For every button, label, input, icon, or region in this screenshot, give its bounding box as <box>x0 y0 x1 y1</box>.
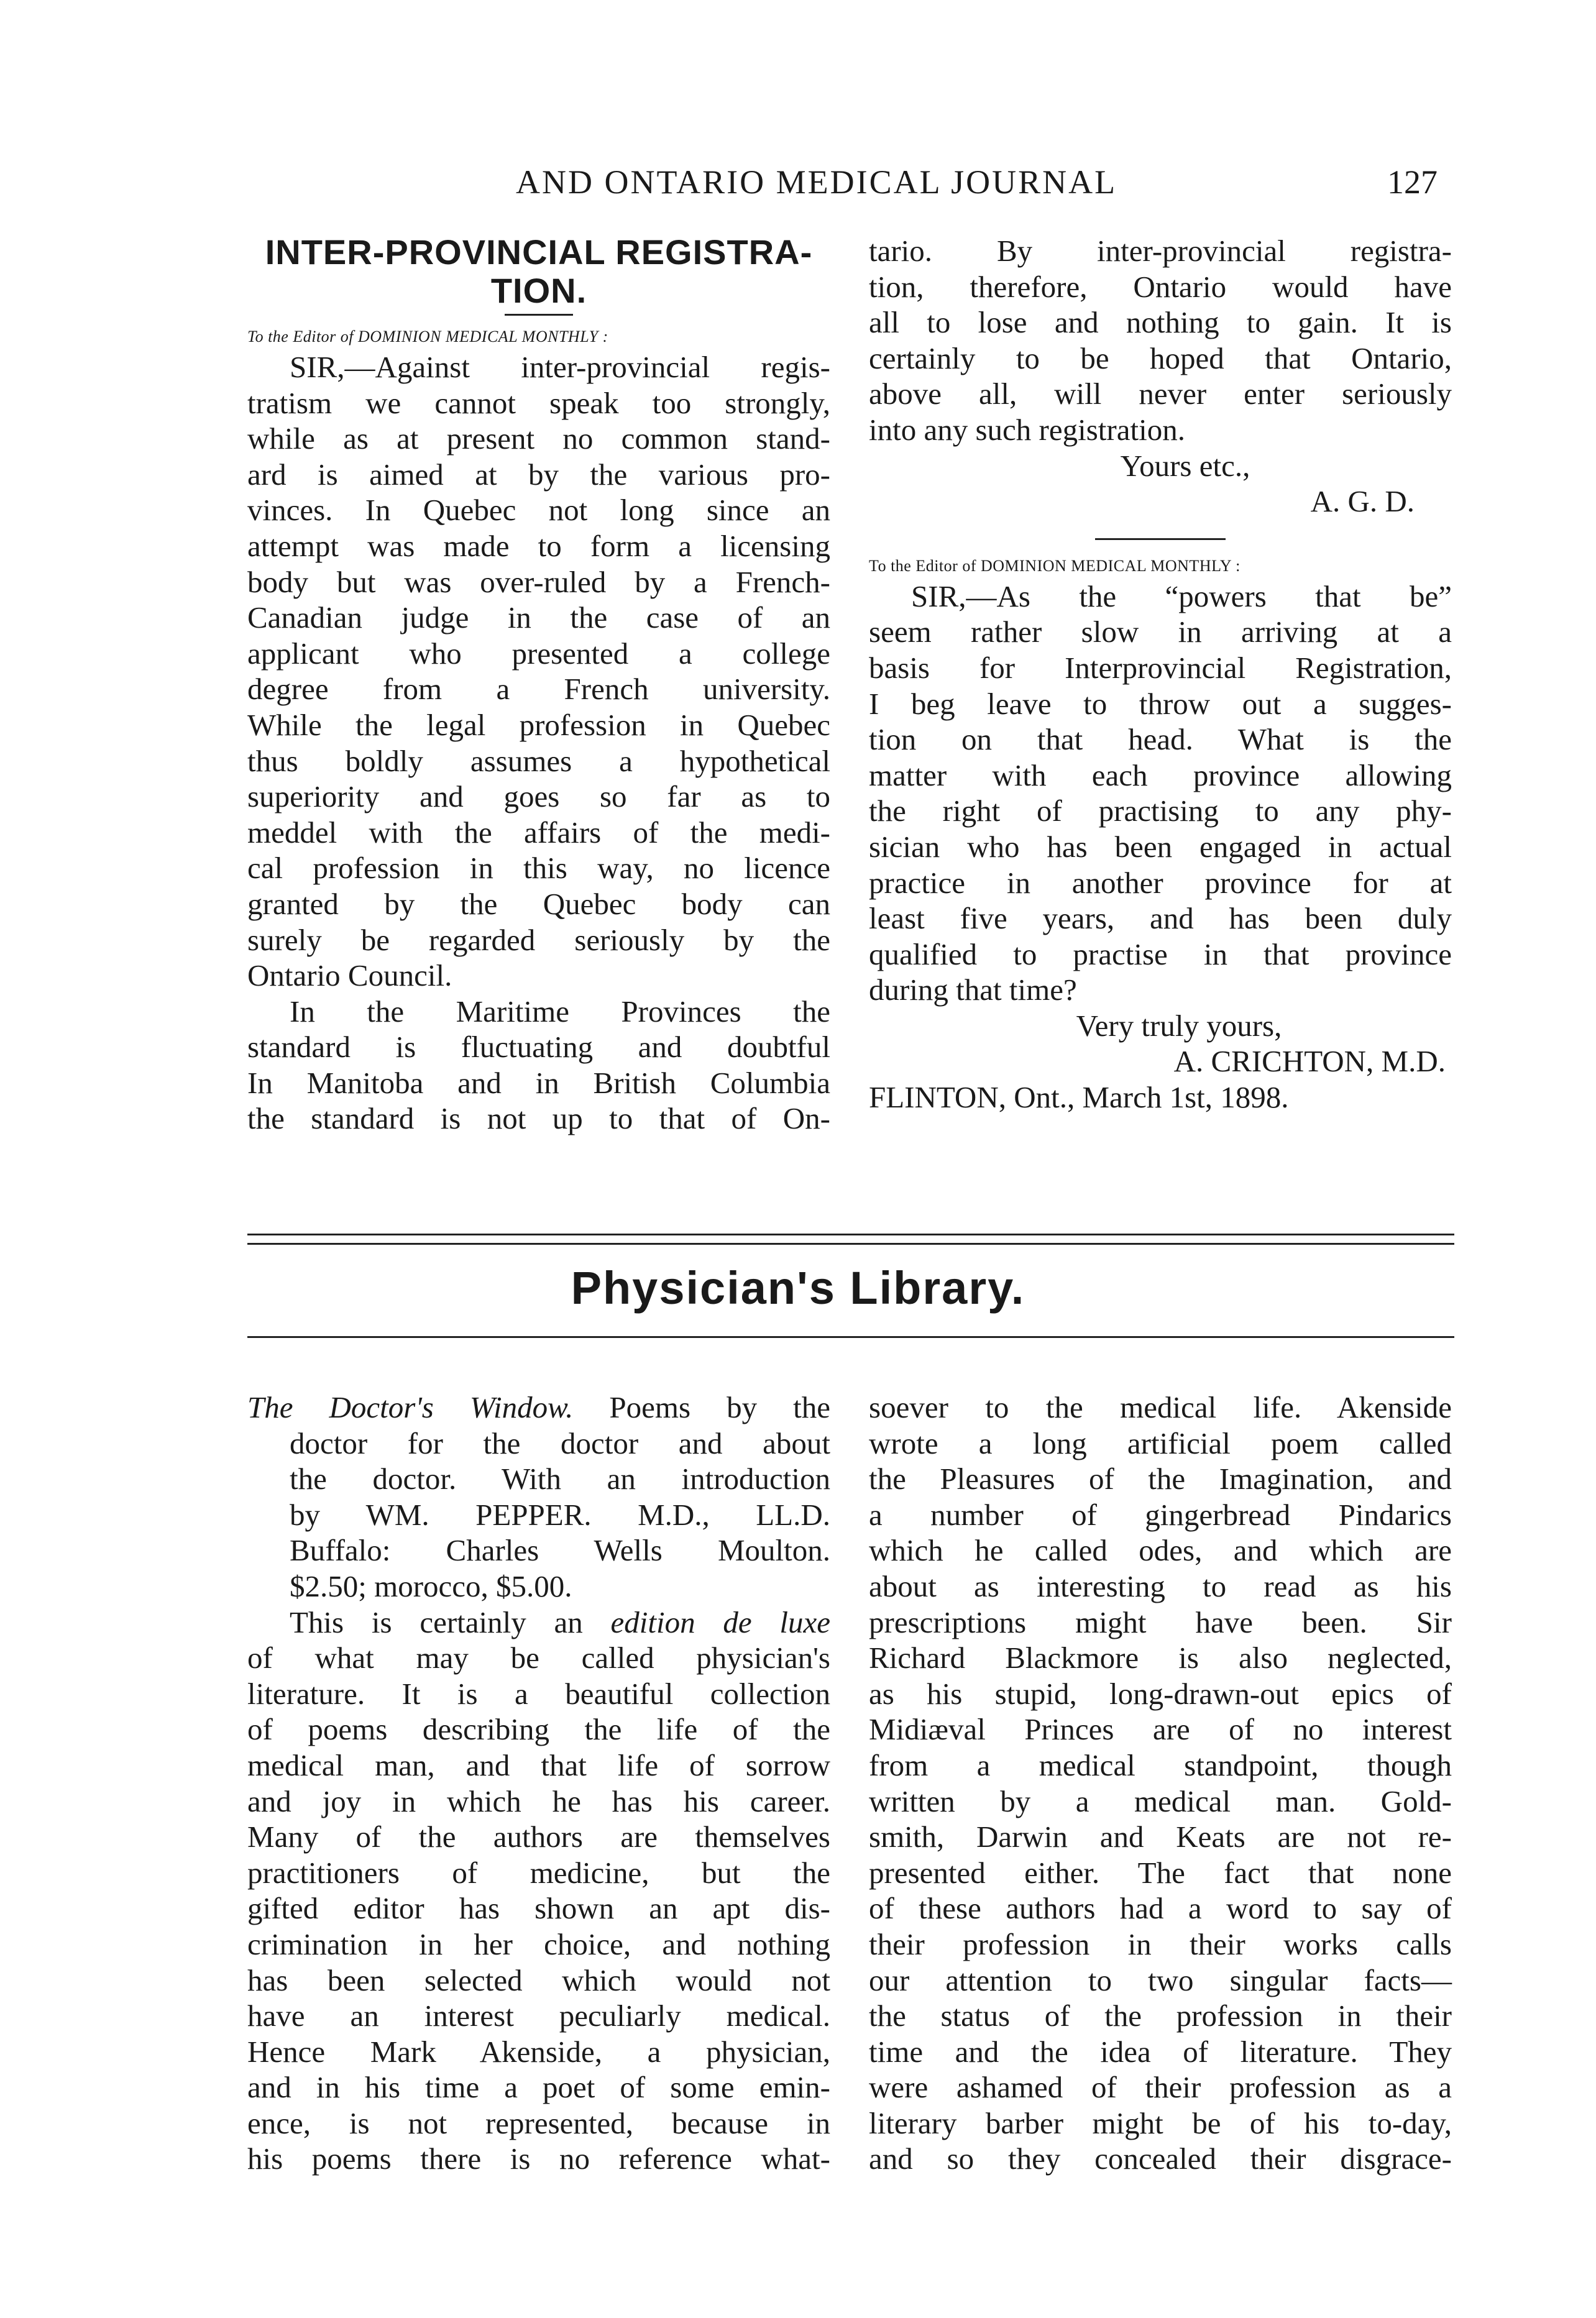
body-line: into any such registration. <box>869 412 1185 447</box>
review-line <box>247 1605 830 1641</box>
review-line: has been selected which would not <box>247 1963 830 1997</box>
article-body-right <box>869 233 1452 448</box>
body-line: body but was over-ruled by a French- <box>247 564 830 599</box>
body-line: applicant who presented a college <box>247 636 830 671</box>
review-line: and joy in which he has his career. <box>247 1784 830 1818</box>
body-line: superiority and goes so far as to <box>247 779 830 814</box>
page-number: 127 <box>1387 163 1438 201</box>
review-line: wrote a long artificial poem called <box>869 1426 1452 1460</box>
review-body-left <box>247 1640 830 2177</box>
book-entry-line: doctor for the doctor and about <box>290 1426 830 1460</box>
review-line: and in his time a poet of some emin- <box>247 2070 830 2105</box>
body-line: the right of practising to any phy- <box>869 794 1452 828</box>
review-line: from a medical standpoint, though <box>869 1748 1452 1782</box>
library-left-column <box>247 1390 830 2177</box>
review-body-right <box>869 1390 1452 2177</box>
body-line: SIR,—As the “powers that be” <box>911 579 1452 613</box>
body-line: attempt was made to form a licensing <box>247 528 830 563</box>
body-line: SIR,—Against inter-provincial regis- <box>290 350 830 384</box>
review-line: as his stupid, long-drawn-out epics of <box>869 1676 1452 1711</box>
body-line: while as at present no common stand- <box>247 421 830 456</box>
body-line: ard is aimed at by the various pro- <box>247 457 830 492</box>
body-line: Canadian judge in the case of an <box>247 600 830 635</box>
book-entry-line: Buffalo: Charles Wells Moulton. <box>290 1533 830 1568</box>
review-text: This is certainly an <box>290 1605 611 1639</box>
body-line: In the Maritime Provinces the <box>290 994 830 1028</box>
body-line: thus boldly assumes a hypothetical <box>247 743 830 778</box>
review-line: ence, is not represented, because in <box>247 2105 830 2140</box>
review-line: soever to the medical life. Akenside <box>869 1390 1452 1424</box>
article-body-left-paragraph-2 <box>247 994 830 1137</box>
review-line: have an interest peculiarly medical. <box>247 1999 830 2033</box>
review-line: Many of the authors are themselves <box>247 1820 830 1854</box>
article-body-left <box>247 349 830 994</box>
body-line: cal profession in this way, no licence <box>247 851 830 886</box>
review-line: gifted editor has shown an apt dis- <box>247 1891 830 1926</box>
review-line: of these authors had a word to say of <box>869 1891 1452 1926</box>
to-editor-line: To the Editor of DOMINION MEDICAL MONTHLY : <box>247 328 608 346</box>
review-line: a number of gingerbread Pindarics <box>869 1497 1452 1532</box>
review-italic-text: edition de luxe <box>610 1605 830 1639</box>
body-line: certainly to be hoped that Ontario, <box>869 341 1452 375</box>
letter-divider <box>1095 538 1226 540</box>
review-line: prescriptions might have been. Sir <box>869 1605 1452 1639</box>
body-line: tario. By inter-provincial registra- <box>869 234 1452 268</box>
review-line: about as interesting to read as his <box>869 1569 1452 1603</box>
body-line: basis for Interprovincial Registration, <box>869 650 1452 685</box>
review-line: the Pleasures of the Imagination, and <box>869 1462 1452 1496</box>
review-line: their profession in their works calls <box>869 1926 1452 1961</box>
review-line: literary barber might be of his to-day, <box>869 2105 1452 2140</box>
review-line: Midiæval Princes are of no interest <box>869 1712 1452 1747</box>
section-divider <box>247 1234 1454 1235</box>
body-line: seem rather slow in arriving at a <box>869 615 1452 649</box>
review-line: written by a medical man. Gold- <box>869 1784 1452 1818</box>
review-line: crimination in her choice, and nothing <box>247 1926 830 1961</box>
review-line: and so they concealed their disgrace- <box>869 2142 1452 2176</box>
body-line: sician who has been engaged in actual <box>869 829 1452 864</box>
title-divider <box>505 314 573 316</box>
book-entry-line <box>247 1390 830 1426</box>
book-title: The Doctor's Window. <box>247 1390 574 1424</box>
body-line: practice in another province for at <box>869 865 1452 900</box>
article-title-line: INTER-PROVINCIAL REGISTRA- <box>265 232 813 272</box>
letter-signature: A. G. D. <box>1310 484 1415 519</box>
body-line: tion, therefore, Ontario would have <box>869 269 1452 304</box>
review-line: medical man, and that life of sorrow <box>247 1748 830 1782</box>
body-line: above all, will never enter seriously <box>869 377 1452 411</box>
review-line: literature. It is a beautiful collection <box>247 1676 830 1711</box>
book-entry-text: Poems by the <box>573 1390 831 1424</box>
body-line: tratism we cannot speak too strongly, <box>247 385 830 420</box>
letter-place-date: FLINTON, Ont., March 1st, 1898. <box>869 1080 1289 1115</box>
body-line: degree from a French university. <box>247 672 830 707</box>
review-line: of poems describing the life of the <box>247 1712 830 1747</box>
body-line: vinces. In Quebec not long since an <box>247 493 830 528</box>
letter-body <box>869 579 1452 1008</box>
article-title-line: TION. <box>490 271 587 310</box>
letter-closing: Very truly yours, <box>1076 1008 1282 1043</box>
letter-closing: Yours etc., <box>1120 448 1250 483</box>
body-line: surely be regarded seriously by the <box>247 922 830 957</box>
body-line: all to lose and nothing to gain. It is <box>869 305 1452 340</box>
review-line: his poems there is no reference what- <box>247 2142 830 2176</box>
review-line: our attention to two singular facts— <box>869 1963 1452 1997</box>
letter-signature: A. CRICHTON, M.D. <box>1173 1044 1446 1079</box>
book-entry-line: $2.50; morocco, $5.00. <box>290 1569 572 1603</box>
body-line: In Manitoba and in British Columbia <box>247 1065 830 1100</box>
body-line: I beg leave to throw out a sugges- <box>869 686 1452 721</box>
review-line: were ashamed of their profession as a <box>869 2070 1452 2105</box>
article-right-column <box>869 233 1452 1115</box>
body-line: the standard is not up to that of On- <box>247 1101 830 1136</box>
running-header: AND ONTARIO MEDICAL JOURNAL <box>516 163 1117 201</box>
review-line: practitioners of medicine, but the <box>247 1855 830 1890</box>
section-divider <box>247 1243 1454 1245</box>
review-line: the status of the profession in their <box>869 1999 1452 2033</box>
to-editor-line: To the Editor of DOMINION MEDICAL MONTHLY : <box>869 556 1241 575</box>
review-line: smith, Darwin and Keats are not re- <box>869 1820 1452 1854</box>
body-line: Ontario Council. <box>247 958 452 993</box>
library-right-column <box>869 1390 1452 2177</box>
book-entry-line: by WM. PEPPER. M.D., LL.D. <box>290 1497 830 1532</box>
body-line: meddel with the affairs of the medi- <box>247 815 830 850</box>
body-line: granted by the Quebec body can <box>247 886 830 921</box>
body-line: standard is fluctuating and doubtful <box>247 1030 830 1065</box>
review-line: presented either. The fact that none <box>869 1855 1452 1890</box>
body-line: qualified to practise in that province <box>869 937 1452 971</box>
article-inter-provincial-left-column <box>247 233 830 1137</box>
review-line: of what may be called physician's <box>247 1641 830 1675</box>
section-title: Physician's Library. <box>571 1262 1025 1314</box>
book-entry-line: the doctor. With an introduction <box>290 1462 830 1496</box>
body-line: tion on that head. What is the <box>869 722 1452 757</box>
body-line: during that time? <box>869 973 1077 1007</box>
body-line: While the legal profession in Quebec <box>247 707 830 742</box>
review-line: Hence Mark Akenside, a physician, <box>247 2034 830 2069</box>
article-title <box>247 233 830 310</box>
body-line: least five years, and has been duly <box>869 901 1452 936</box>
review-line: time and the idea of literature. They <box>869 2034 1452 2069</box>
review-line: Richard Blackmore is also neglected, <box>869 1641 1452 1675</box>
book-entry <box>247 1426 830 1605</box>
body-line: matter with each province allowing <box>869 758 1452 792</box>
review-line: which he called odes, and which are <box>869 1533 1452 1568</box>
section-divider <box>247 1336 1454 1338</box>
